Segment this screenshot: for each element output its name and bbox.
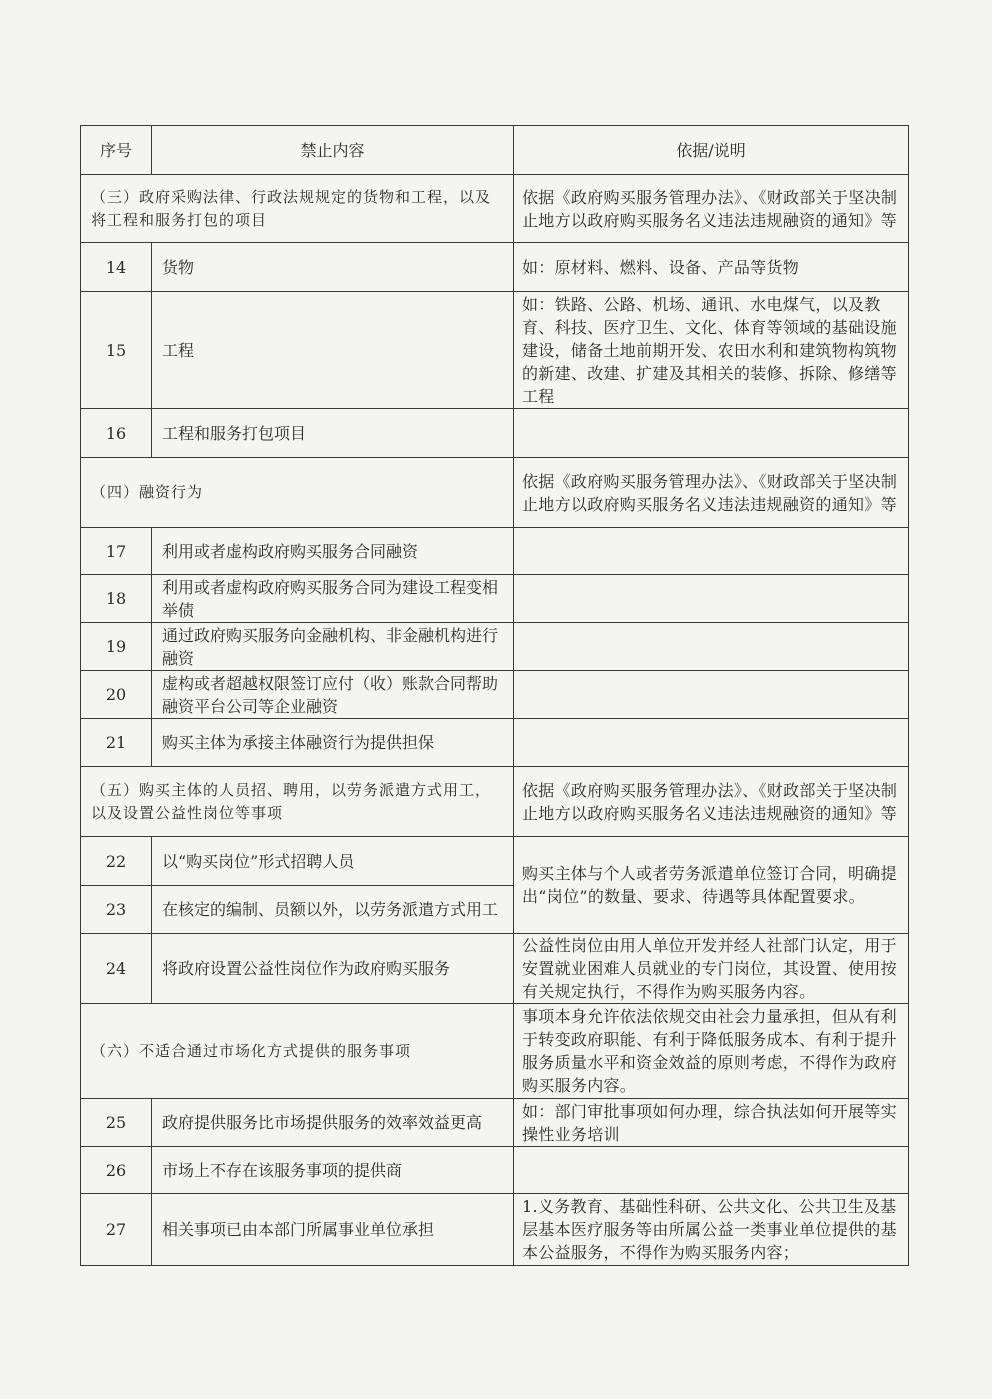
row-number: 19 bbox=[81, 623, 152, 671]
header-basis: 依据/说明 bbox=[514, 126, 909, 175]
section-basis: 依据《政府购买服务管理办法》、《财政部关于坚决制止地方以政府购买服务名义违法违规融资的通知》等 bbox=[514, 175, 909, 243]
table-row bbox=[81, 243, 909, 292]
table-row bbox=[81, 837, 909, 886]
table-row bbox=[81, 292, 909, 409]
row-basis bbox=[514, 1147, 909, 1194]
row-content: 虚构或者超越权限签订应付（收）账款合同帮助融资平台公司等企业融资 bbox=[152, 671, 514, 719]
row-number: 21 bbox=[81, 719, 152, 767]
table-row bbox=[81, 575, 909, 623]
table-row bbox=[81, 623, 909, 671]
header-content: 禁止内容 bbox=[152, 126, 514, 175]
row-number: 17 bbox=[81, 528, 152, 575]
table-row bbox=[81, 528, 909, 575]
row-content: 购买主体为承接主体融资行为提供担保 bbox=[152, 719, 514, 767]
row-basis bbox=[514, 719, 909, 767]
row-basis bbox=[514, 575, 909, 623]
row-content: 利用或者虚构政府购买服务合同为建设工程变相举债 bbox=[152, 575, 514, 623]
section-title: （五）购买主体的人员招、聘用，以劳务派遣方式用工，以及设置公益性岗位等事项 bbox=[81, 767, 514, 837]
row-content: 以“购买岗位”形式招聘人员 bbox=[152, 837, 514, 886]
section-basis: 事项本身允许依法依规交由社会力量承担，但从有利于转变政府职能、有利于降低服务成本、有利于提升服务质量水平和资金效益的原则考虑，不得作为政府购买服务内容。 bbox=[514, 1004, 909, 1099]
row-basis: 公益性岗位由用人单位开发并经人社部门认定，用于安置就业困难人员就业的专门岗位，其设置、使用按有关规定执行，不得作为购买服务内容。 bbox=[514, 934, 909, 1004]
row-number: 20 bbox=[81, 671, 152, 719]
row-number: 14 bbox=[81, 243, 152, 292]
row-basis: 1.义务教育、基础性科研、公共文化、公共卫生及基层基本医疗服务等由所属公益一类事业单位提供的基本公益服务，不得作为购买服务内容； bbox=[514, 1194, 909, 1266]
section-row bbox=[81, 767, 909, 837]
table-row bbox=[81, 719, 909, 767]
row-number: 18 bbox=[81, 575, 152, 623]
row-basis bbox=[514, 409, 909, 458]
row-content: 通过政府购买服务向金融机构、非金融机构进行融资 bbox=[152, 623, 514, 671]
prohibited-items-table bbox=[80, 125, 909, 1266]
row-number: 22 bbox=[81, 837, 152, 886]
row-content: 相关事项已由本部门所属事业单位承担 bbox=[152, 1194, 514, 1266]
row-content: 利用或者虚构政府购买服务合同融资 bbox=[152, 528, 514, 575]
row-number: 25 bbox=[81, 1099, 152, 1147]
section-title: （三）政府采购法律、行政法规规定的货物和工程，以及将工程和服务打包的项目 bbox=[81, 175, 514, 243]
section-row bbox=[81, 175, 909, 243]
row-number: 16 bbox=[81, 409, 152, 458]
row-basis-shared: 购买主体与个人或者劳务派遣单位签订合同，明确提出“岗位”的数量、要求、待遇等具体配置要求。 bbox=[514, 837, 909, 934]
row-number: 23 bbox=[81, 886, 152, 934]
row-content: 将政府设置公益性岗位作为政府购买服务 bbox=[152, 934, 514, 1004]
row-basis: 如：原材料、燃料、设备、产品等货物 bbox=[514, 243, 909, 292]
row-number: 15 bbox=[81, 292, 152, 409]
row-content: 在核定的编制、员额以外，以劳务派遣方式用工 bbox=[152, 886, 514, 934]
section-title: （四）融资行为 bbox=[81, 458, 514, 528]
row-basis: 如：铁路、公路、机场、通讯、水电煤气，以及教育、科技、医疗卫生、文化、体育等领域的基础设施建设，储备土地前期开发、农田水利和建筑物构筑物的新建、改建、扩建及其相关的装修、拆除、修缮等工程 bbox=[514, 292, 909, 409]
row-content: 政府提供服务比市场提供服务的效率效益更高 bbox=[152, 1099, 514, 1147]
table-row bbox=[81, 671, 909, 719]
section-row bbox=[81, 458, 909, 528]
row-basis bbox=[514, 671, 909, 719]
table-row bbox=[81, 409, 909, 458]
header-index: 序号 bbox=[81, 126, 152, 175]
section-title: （六）不适合通过市场化方式提供的服务事项 bbox=[81, 1004, 514, 1099]
row-basis: 如：部门审批事项如何办理，综合执法如何开展等实操性业务培训 bbox=[514, 1099, 909, 1147]
table-header-row bbox=[81, 126, 909, 175]
row-content: 货物 bbox=[152, 243, 514, 292]
row-basis bbox=[514, 623, 909, 671]
table-row bbox=[81, 934, 909, 1004]
row-content: 工程 bbox=[152, 292, 514, 409]
table-row bbox=[81, 1099, 909, 1147]
row-number: 24 bbox=[81, 934, 152, 1004]
section-basis: 依据《政府购买服务管理办法》、《财政部关于坚决制止地方以政府购买服务名义违法违规融资的通知》等 bbox=[514, 458, 909, 528]
row-number: 26 bbox=[81, 1147, 152, 1194]
row-number: 27 bbox=[81, 1194, 152, 1266]
table-row bbox=[81, 1194, 909, 1266]
table-row bbox=[81, 1147, 909, 1194]
row-basis bbox=[514, 528, 909, 575]
row-content: 市场上不存在该服务事项的提供商 bbox=[152, 1147, 514, 1194]
section-basis: 依据《政府购买服务管理办法》、《财政部关于坚决制止地方以政府购买服务名义违法违规融资的通知》等 bbox=[514, 767, 909, 837]
row-content: 工程和服务打包项目 bbox=[152, 409, 514, 458]
section-row bbox=[81, 1004, 909, 1099]
